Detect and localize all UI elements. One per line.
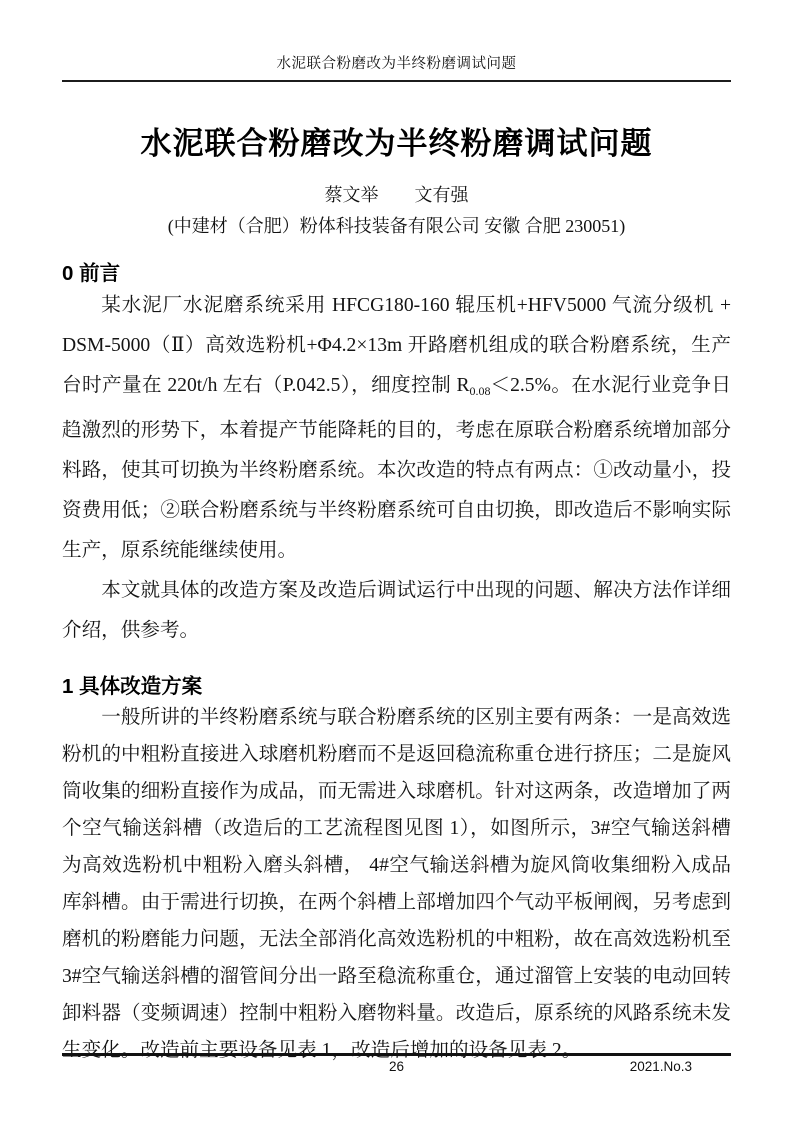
header-rule: [62, 80, 731, 82]
paragraph-text-pre-subscript: 某水泥厂水泥磨系统采用 HFCG180-160 辊压机+HFV5000 气流分级机 + DSM-5000（Ⅱ）高效选粉机+Φ4.2×13m 开路磨机组成的联合粉磨系统，生产台时产量在 220t/h 左右（P.042.5），细度控制 R: [62, 295, 731, 396]
section-0-paragraph-2: 本文就具体的改造方案及改造后调试运行中出现的问题、解决方法作详细介绍，供参考。: [62, 580, 731, 641]
section-0-paragraph-1: [62, 286, 731, 571]
section-1-heading: 1 具体改造方案: [62, 675, 203, 698]
issue-number: 2021.No.3: [629, 1059, 692, 1074]
page-title: 水泥联合粉磨改为半终粉磨调试问题: [140, 126, 653, 161]
paragraph-text-post-subscript: ＜2.5%。在水泥行业竞争日趋激烈的形势下，本着提产节能降耗的目的，考虑在原联合粉磨系统增加部分料路，使其可切换为半终粉磨系统。本次改造的特点有两点：①改动量小，投资费用低；②联合粉磨系统与半终粉磨系统可自由切换，即改造后不影响实际生产，原系统能继续使用。: [62, 375, 731, 561]
section-1-paragraph-1: 一般所讲的半终粉磨系统与联合粉磨系统的区别主要有两条：一是高效选粉机的中粗粉直接进入球磨机粉磨而不是返回稳流称重仓进行挤压；二是旋风筒收集的细粉直接作为成品，而无需进入球磨机。针对这两条，改造增加了两个空气输送斜槽（改造后的工艺流程图见图 1），如图所示，3#空气输送斜槽为高效选粉机中粗粉入磨头斜槽， 4#空气输送斜槽为旋风筒收集细粉入成品库斜槽。由于需进行切换，在两个斜槽上部增加四个气动平板闸阀，另考虑到磨机的粉磨能力问题，无法全部消化高效选粉机的中粗粉，故在高效选粉机至 3#空气输送斜槽的溜管间分出一路至稳流称重仓，通过溜管上安装的电动回转卸料器（变频调速）控制中粗粉入磨物料量。改造后，原系统的风路系统未发生变化。改造前主要设备见表 1，改造后增加的设备见表 2。: [62, 707, 731, 1061]
running-header: 水泥联合粉磨改为半终粉磨调试问题: [276, 56, 517, 72]
fineness-subscript: 0.08: [469, 384, 491, 398]
footer-row: [62, 1059, 731, 1074]
authors-line: 蔡文举 文有强: [324, 185, 469, 205]
section-0-heading: 0 前言: [62, 262, 121, 285]
affiliation-line: (中建材（合肥）粉体科技装备有限公司 安徽 合肥 230051): [167, 216, 626, 236]
footer-rule: [62, 1053, 731, 1056]
page-footer: [62, 1053, 731, 1074]
page-number: 26: [388, 1059, 405, 1074]
